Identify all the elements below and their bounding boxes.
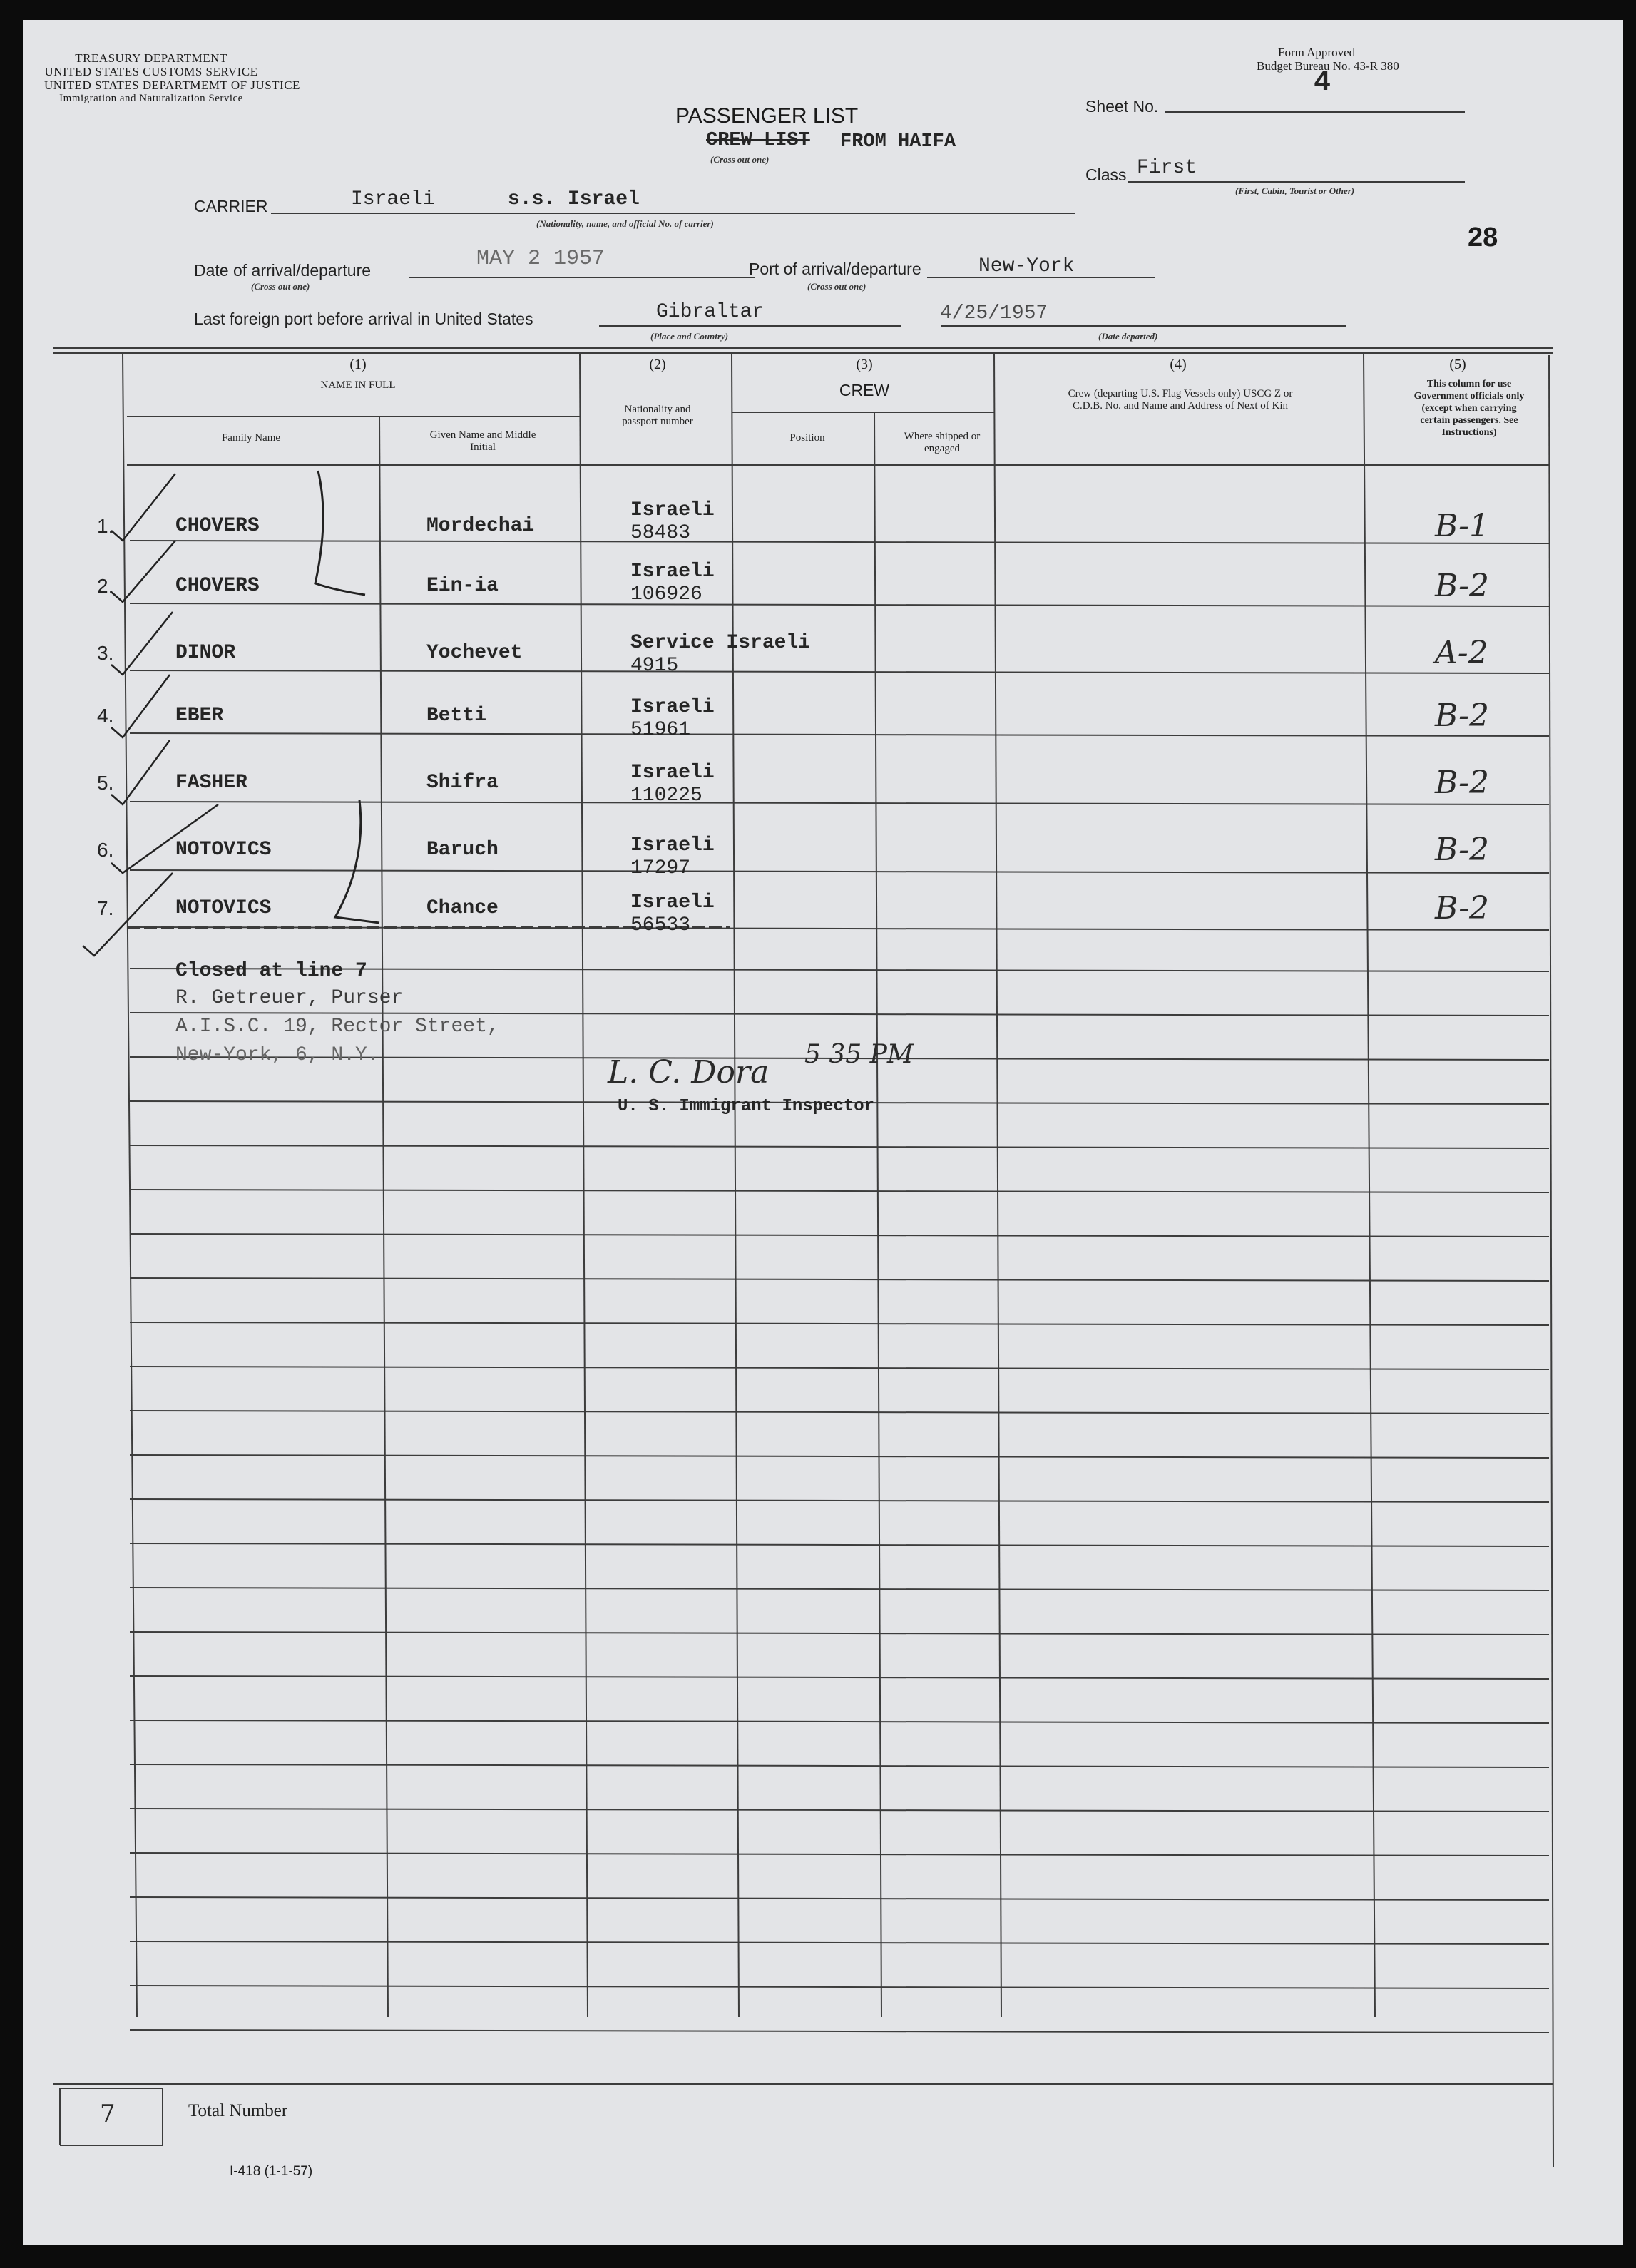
page-number: 28 — [1468, 223, 1498, 252]
passport-cell: 17297 — [630, 857, 691, 879]
ruled-line — [130, 1455, 1549, 1458]
ruled-line — [130, 1809, 1549, 1812]
nationality-cell: Israeli — [630, 834, 715, 857]
ruled-line — [130, 541, 1549, 543]
nationality-header: Nationality and passport number — [622, 404, 693, 427]
check-mark — [111, 740, 170, 804]
family-name-header: Family Name — [221, 432, 281, 444]
inspector-title: U. S. Immigrant Inspector — [618, 1097, 875, 1116]
given-name-cell: Shifra — [426, 772, 499, 794]
ruled-line — [130, 733, 1549, 736]
passport-cell: 51961 — [630, 719, 691, 741]
nationality-cell: Israeli — [630, 696, 715, 718]
purser-line: R. Getreuer, Purser — [175, 987, 404, 1009]
ruled-line — [130, 1720, 1549, 1723]
date-departed-value: 4/25/1957 — [940, 302, 1048, 325]
family-name-cell: DINOR — [175, 642, 236, 664]
department-line: TREASURY DEPARTMENT — [75, 51, 227, 65]
agency-city: New-York, 6, N.Y. — [175, 1044, 379, 1066]
crew-next-of-kin-header: Crew (departing U.S. Flag Vessels only) USCG Z or C.D.B. No. and Name and Address of Next of Kin — [1068, 388, 1293, 412]
ruled-line — [130, 1322, 1549, 1325]
date-of-arrival-label: Date of arrival/departure — [194, 261, 372, 280]
check-mark — [111, 474, 175, 541]
class-value: First — [1137, 157, 1197, 179]
row-number: 2. — [97, 575, 114, 597]
row-number: 5. — [97, 772, 114, 794]
ruled-line — [130, 1941, 1549, 1944]
carrier-label: CARRIER — [194, 197, 268, 215]
ruled-line — [130, 1367, 1549, 1369]
family-name-cell: CHOVERS — [175, 515, 260, 537]
ruled-line — [130, 2030, 1549, 2033]
bracket-mark — [315, 471, 365, 595]
passport-cell: 106926 — [630, 583, 702, 606]
last-foreign-port-label: Last foreign port before arrival in United States — [194, 310, 533, 328]
col1-title: NAME IN FULL — [320, 379, 396, 391]
class-label: Class — [1085, 165, 1127, 184]
col5-number: (5) — [1449, 357, 1466, 372]
row-number: 7. — [97, 897, 114, 919]
status-code-cell: B-1 — [1435, 508, 1490, 544]
form-approved-text: Form Approved — [1278, 46, 1356, 59]
row-number: 3. — [97, 642, 114, 664]
ruled-line — [130, 1278, 1549, 1281]
carrier-vessel: s.s. Israel — [508, 188, 640, 210]
sheet-number: 4 — [1314, 67, 1331, 99]
ruled-line — [130, 802, 1549, 804]
from-port: FROM HAIFA — [840, 131, 956, 153]
government-use-header: This column for use Government officials only (except when carrying certain passengers. See Instructions) — [1413, 379, 1525, 438]
ruled-line — [130, 1632, 1549, 1635]
form-number: I-418 (1-1-57) — [230, 2164, 313, 2179]
total-number-value: 7 — [100, 2100, 116, 2128]
date-caption: (Cross out one) — [251, 281, 310, 292]
ruled-line — [130, 1499, 1549, 1502]
nationality-cell: Israeli — [630, 499, 715, 521]
crew-header: CREW — [839, 381, 890, 399]
crew-list-struck: CREW LIST — [706, 130, 810, 151]
inspector-time: 5 35 PM — [804, 1040, 914, 1069]
status-code-cell: B-2 — [1435, 832, 1490, 868]
check-mark — [111, 675, 170, 737]
given-name-cell: Yochevet — [426, 642, 523, 664]
col1-number: (1) — [349, 357, 367, 372]
status-code-cell: B-2 — [1435, 568, 1490, 604]
given-name-header: Given Name and Middle Initial — [429, 429, 536, 453]
agency-address: A.I.S.C. 19, Rector Street, — [175, 1016, 499, 1038]
ruled-line — [130, 670, 1549, 673]
family-name-cell: NOTOVICS — [175, 839, 272, 861]
status-code-cell: B-2 — [1435, 765, 1490, 801]
carrier-caption: (Nationality, name, and official No. of carrier) — [536, 218, 714, 229]
ruled-line — [130, 1145, 1549, 1148]
row-number: 6. — [97, 839, 114, 861]
status-code-cell: B-2 — [1435, 890, 1490, 926]
given-name-cell: Ein-ia — [426, 575, 499, 597]
date-of-arrival-value: MAY 2 1957 — [476, 247, 605, 271]
given-name-cell: Mordechai — [426, 515, 535, 537]
nationality-cell: Israeli — [630, 762, 715, 784]
col4-number: (4) — [1170, 357, 1187, 372]
cross-out-caption: (Cross out one) — [710, 154, 770, 165]
department-line: UNITED STATES CUSTOMS SERVICE — [44, 65, 258, 78]
port-of-arrival-value: New-York — [978, 255, 1075, 277]
ruled-line — [130, 1853, 1549, 1856]
family-name-cell: FASHER — [175, 772, 247, 794]
passport-cell: 56533 — [630, 914, 691, 936]
department-line: Immigration and Naturalization Service — [59, 93, 243, 104]
port-of-arrival-label: Port of arrival/departure — [749, 260, 921, 278]
passenger-list-sheet — [23, 20, 1623, 2245]
date-departed-caption: (Date departed) — [1098, 331, 1158, 342]
family-name-cell: CHOVERS — [175, 575, 260, 597]
inspector-signature: L. C. Dora — [608, 1054, 770, 1090]
given-name-cell: Baruch — [426, 839, 499, 861]
sheet-label: Sheet No. — [1085, 97, 1159, 116]
nationality-cell: Service Israeli — [630, 632, 811, 654]
ruled-line — [130, 1234, 1549, 1237]
closing-line: Closed at line 7 — [175, 960, 367, 982]
passport-cell: 110225 — [630, 785, 702, 807]
last-foreign-port-value: Gibraltar — [656, 301, 765, 323]
status-code-cell: B-2 — [1435, 698, 1490, 734]
where-shipped-header: Where shipped or engaged — [904, 431, 981, 454]
ruled-line — [130, 1588, 1549, 1590]
col3-number: (3) — [856, 357, 873, 372]
position-header: Position — [789, 432, 825, 444]
nationality-cell: Israeli — [630, 892, 715, 914]
bracket-mark — [335, 800, 379, 923]
department-line: UNITED STATES DEPARTMEMT OF JUSTICE — [44, 78, 300, 92]
last-port-caption: (Place and Country) — [650, 331, 729, 342]
check-mark — [111, 612, 173, 675]
ruled-line — [130, 1543, 1549, 1546]
row-number: 4. — [97, 705, 114, 727]
carrier-nationality: Israeli — [351, 188, 435, 210]
class-caption: (First, Cabin, Tourist or Other) — [1235, 185, 1355, 196]
status-code-cell: A-2 — [1435, 635, 1488, 671]
col2-number: (2) — [649, 357, 666, 372]
ruled-line — [130, 1897, 1549, 1900]
ruled-line — [130, 1190, 1549, 1192]
total-number-label: Total Number — [188, 2101, 288, 2120]
nationality-cell: Israeli — [630, 561, 715, 583]
row-number: 1. — [97, 515, 114, 537]
given-name-cell: Chance — [426, 897, 499, 919]
ruled-line — [130, 603, 1549, 606]
family-name-cell: NOTOVICS — [175, 897, 272, 919]
ruled-line — [130, 870, 1549, 873]
ruled-line — [130, 1986, 1549, 1988]
port-caption: (Cross out one) — [807, 281, 866, 292]
ruled-line — [130, 1676, 1549, 1679]
budget-bureau-text: Budget Bureau No. 43-R 380 — [1257, 59, 1399, 73]
page-title: PASSENGER LIST — [675, 104, 859, 128]
given-name-cell: Betti — [426, 705, 487, 727]
passport-cell: 4915 — [630, 655, 679, 677]
passport-cell: 58483 — [630, 522, 691, 544]
form-grid — [23, 20, 1623, 2245]
check-mark — [111, 541, 175, 602]
family-name-cell: EBER — [175, 705, 224, 727]
ruled-line — [130, 1411, 1549, 1414]
ruled-line — [130, 1764, 1549, 1767]
